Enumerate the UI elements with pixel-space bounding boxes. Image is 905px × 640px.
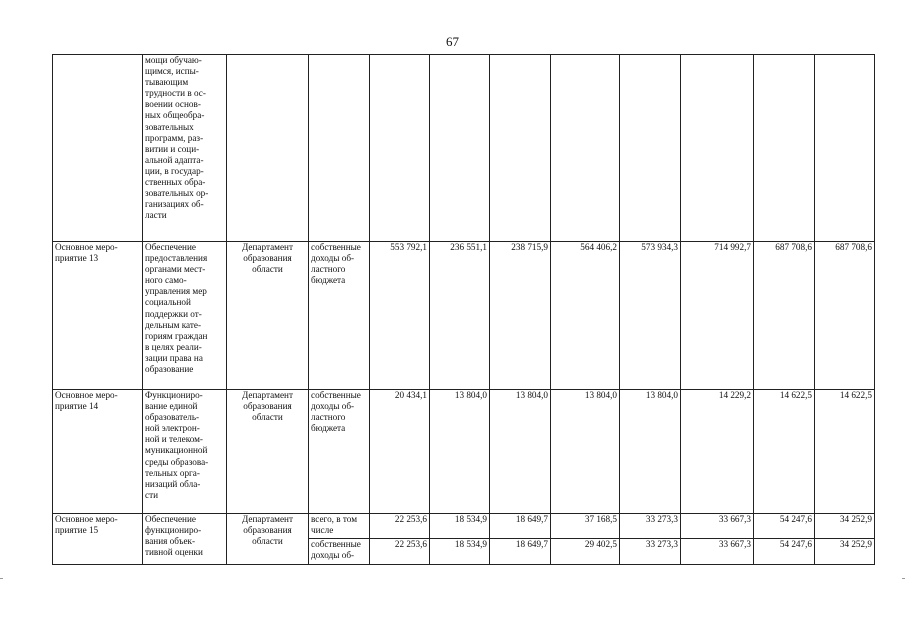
measure-cell: Основное меро- приятие 14 <box>53 390 143 514</box>
value-cell: 564 406,2 <box>551 242 620 390</box>
value-cell: 13 804,0 <box>551 390 620 514</box>
value-cell <box>815 55 875 242</box>
value-cell: 22 253,6 <box>370 514 430 539</box>
value-cell: 34 252,9 <box>815 514 875 539</box>
value-cell <box>370 55 430 242</box>
value-cell: 687 708,6 <box>815 242 875 390</box>
value-cell: 14 229,2 <box>681 390 754 514</box>
source-cell: собственные доходы об- ластного бюджета <box>309 242 370 390</box>
value-cell: 236 551,1 <box>430 242 490 390</box>
value-cell: 13 804,0 <box>430 390 490 514</box>
value-cell: 238 715,9 <box>490 242 551 390</box>
value-cell <box>620 55 681 242</box>
table-row <box>53 55 875 242</box>
value-cell <box>490 55 551 242</box>
value-cell: 13 804,0 <box>620 390 681 514</box>
value-cell: 33 667,3 <box>681 539 754 565</box>
value-cell <box>551 55 620 242</box>
value-cell <box>430 55 490 242</box>
value-cell: 29 402,5 <box>551 539 620 565</box>
value-cell: 687 708,6 <box>754 242 815 390</box>
description-cell: Обеспечение предоставления органами мест- ного само- управления мер социальной поддержки от- дельным кате- гориям граждан в целях реали- зации права на образование <box>143 242 227 390</box>
value-cell: 33 273,3 <box>620 539 681 565</box>
value-cell <box>754 55 815 242</box>
value-cell: 37 168,5 <box>551 514 620 539</box>
value-cell: 54 247,6 <box>754 514 815 539</box>
description-cell: мощи обучаю- щимся, испы- тывающим трудности в ос- воении основ- ных общеобра- зовательных программ, раз- витии и соци- альной адапта- ции, в государ- ственных обра- зовательных ор- ганизациях об- ласти <box>143 55 227 242</box>
description-cell: Функциониро- вание единой образователь- ной электрон- ной и телеком- муникационной среды образова- тельных орга- низаций обла- сти <box>143 390 227 514</box>
source-cell: собственные доходы об- ластного бюджета <box>309 390 370 514</box>
value-cell: 18 649,7 <box>490 539 551 565</box>
value-cell: 33 667,3 <box>681 514 754 539</box>
department-cell: Департамент образования области <box>227 242 309 390</box>
value-cell: 553 792,1 <box>370 242 430 390</box>
measure-cell: Основное меро- приятие 13 <box>53 242 143 390</box>
department-cell <box>227 55 309 242</box>
value-cell: 18 649,7 <box>490 514 551 539</box>
value-cell: 34 252,9 <box>815 539 875 565</box>
source-cell <box>309 55 370 242</box>
source-cell: всего, в том числе <box>309 514 370 539</box>
value-cell: 18 534,9 <box>430 514 490 539</box>
department-cell: Департамент образования области <box>227 514 309 565</box>
measure-cell <box>53 55 143 242</box>
value-cell: 54 247,6 <box>754 539 815 565</box>
source-cell: собственные доходы об- <box>309 539 370 565</box>
value-cell <box>681 55 754 242</box>
value-cell: 714 992,7 <box>681 242 754 390</box>
budget-table <box>52 54 875 565</box>
table-row <box>53 514 875 539</box>
table-row <box>53 242 875 390</box>
value-cell: 33 273,3 <box>620 514 681 539</box>
value-cell: 13 804,0 <box>490 390 551 514</box>
description-cell: Обеспечение функциониро- вания объек- тивной оценки <box>143 514 227 565</box>
value-cell: 14 622,5 <box>754 390 815 514</box>
scan-edge-mark <box>0 578 3 579</box>
value-cell: 14 622,5 <box>815 390 875 514</box>
value-cell: 573 934,3 <box>620 242 681 390</box>
value-cell: 18 534,9 <box>430 539 490 565</box>
value-cell: 22 253,6 <box>370 539 430 565</box>
department-cell: Департамент образования области <box>227 390 309 514</box>
value-cell: 20 434,1 <box>370 390 430 514</box>
table-row <box>53 390 875 514</box>
page-number: 67 <box>446 34 459 49</box>
measure-cell: Основное меро- приятие 15 <box>53 514 143 565</box>
